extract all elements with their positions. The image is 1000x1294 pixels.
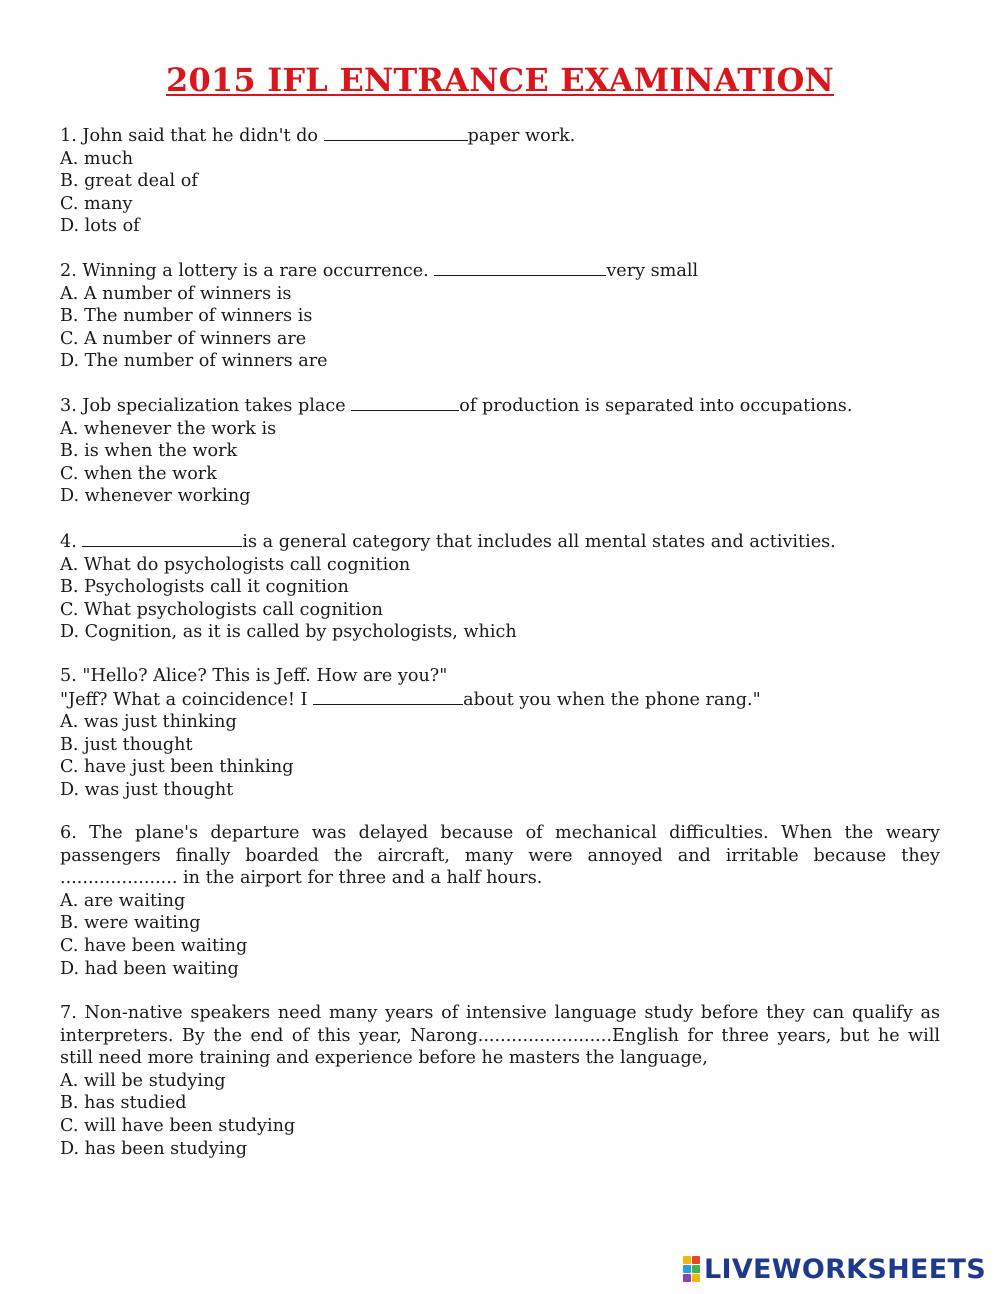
option-b: B. The number of winners is	[60, 306, 313, 327]
question-stem-line-2: "Jeff? What a coincidence! I about you when the phone rang."	[60, 689, 761, 710]
option-a: A. much	[60, 148, 134, 169]
option-a: A. will be studying	[60, 1070, 226, 1091]
option-c: C. have been waiting	[60, 935, 248, 956]
option-d: D. lots of	[60, 216, 140, 237]
question-stem: 1. John said that he didn't do paper work.	[60, 126, 576, 146]
question-stem: 7. Non-native speakers need many years of intensive language study before they can qualify as interpreters. By the end of this year, Narong........................English for three years, but he will still need more training and experience before he masters the language,	[60, 1003, 941, 1069]
question-1	[60, 124, 940, 238]
option-d: D. has been studying	[60, 1138, 247, 1159]
liveworksheets-icon	[683, 1256, 700, 1282]
answer-blank	[324, 124, 468, 141]
option-d: D. whenever working	[60, 486, 251, 507]
option-d: D. had been waiting	[60, 958, 239, 979]
question-2	[60, 259, 940, 373]
option-a: A. was just thinking	[60, 712, 237, 733]
option-b: B. were waiting	[60, 913, 201, 934]
answer-blank	[351, 394, 459, 411]
option-b: B. has studied	[60, 1093, 187, 1114]
option-c: C. have just been thinking	[60, 757, 294, 778]
option-a: A. What do psychologists call cognition	[60, 554, 411, 575]
answer-blank	[82, 530, 242, 547]
option-d: D. Cognition, as it is called by psychologists, which	[60, 622, 517, 643]
answer-blank	[434, 259, 606, 276]
question-stem: 3. Job specialization takes place of production is separated into occupations.	[60, 396, 853, 416]
option-c: C. when the work	[60, 463, 217, 484]
page-title: 2015 IFL ENTRANCE EXAMINATION	[166, 61, 834, 99]
liveworksheets-logo	[683, 1254, 986, 1284]
question-4	[60, 530, 940, 644]
question-stem: 6. The plane's departure was delayed because of mechanical difficulties. When the weary passengers finally boarded the aircraft, many were annoyed and irritable because they ..................... in the airport for three and a half hours.	[60, 823, 940, 889]
question-stem: 5. "Hello? Alice? This is Jeff. How are you?"	[60, 666, 448, 686]
question-7	[60, 1002, 940, 1160]
logo-text: LIVEWORKSHEETS	[703, 1253, 986, 1285]
option-b: B. Psychologists call it cognition	[60, 577, 349, 598]
question-stem: 4. is a general category that includes all mental states and activities.	[60, 532, 836, 552]
option-c: C. What psychologists call cognition	[60, 599, 383, 620]
question-3	[60, 394, 940, 508]
question-stem: 2. Winning a lottery is a rare occurrence. very small	[60, 261, 699, 281]
question-5	[60, 665, 940, 802]
answer-blank	[313, 688, 463, 705]
option-b: B. great deal of	[60, 171, 198, 192]
option-b: B. is when the work	[60, 441, 238, 462]
option-c: C. many	[60, 193, 133, 214]
option-a: A. whenever the work is	[60, 418, 277, 439]
option-c: C. will have been studying	[60, 1115, 296, 1136]
option-d: D. was just thought	[60, 779, 234, 800]
option-d: D. The number of winners are	[60, 351, 328, 372]
option-b: B. just thought	[60, 734, 193, 755]
question-6	[60, 822, 940, 980]
option-a: A. A number of winners is	[60, 283, 292, 304]
option-a: A. are waiting	[60, 890, 186, 911]
option-c: C. A number of winners are	[60, 328, 307, 349]
